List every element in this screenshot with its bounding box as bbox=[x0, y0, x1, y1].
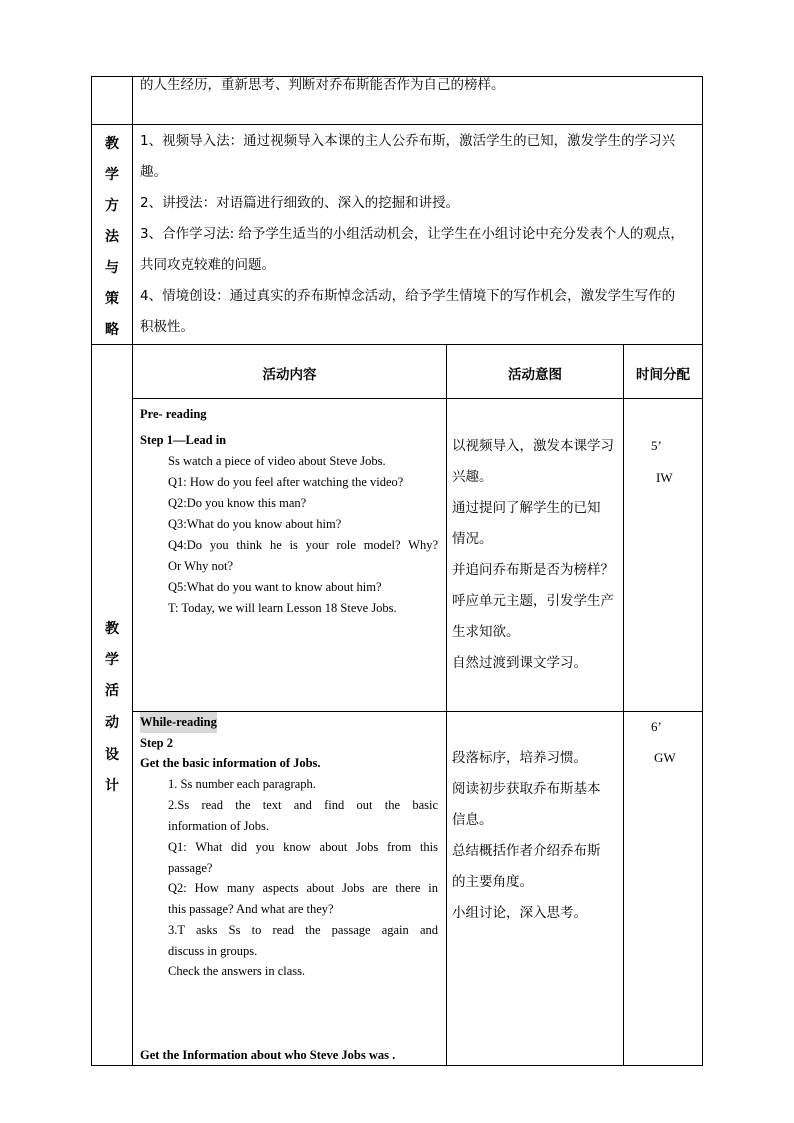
methods-label-char: 策 bbox=[105, 291, 119, 307]
intent-line: 情况。 bbox=[452, 531, 493, 547]
work-mode: GW bbox=[654, 750, 676, 765]
row-divider-activity bbox=[91, 344, 703, 345]
methods-line: 2、讲授法：对语篇进行细致的、深入的挖掘和讲授。 bbox=[140, 195, 460, 211]
intent-line: 小组讨论，深入思考。 bbox=[452, 905, 587, 921]
activity-line: 2.Ss read the text and find out the basic bbox=[168, 798, 438, 812]
step-title: Step 1—Lead in bbox=[140, 433, 227, 447]
methods-label-char: 略 bbox=[105, 322, 119, 338]
activity-line: Q2:Do you know this man? bbox=[168, 496, 307, 510]
intent-line: 兴趣。 bbox=[452, 469, 493, 485]
intent-line: 呼应单元主题，引发学生产 bbox=[452, 593, 614, 609]
time-value: 5’ bbox=[651, 438, 662, 453]
table-right-border bbox=[702, 76, 703, 1066]
intent-line: 信息。 bbox=[452, 812, 493, 828]
activity-label-char: 设 bbox=[105, 747, 119, 763]
methods-line: 4、情境创设：通过真实的乔布斯悼念活动，给予学生情境下的写作机会，激发学生写作的 bbox=[140, 288, 676, 304]
activity-line: Q2: How many aspects about Jobs are there in bbox=[168, 881, 438, 895]
work-mode: IW bbox=[656, 470, 673, 485]
header-activity-content: 活动内容 bbox=[262, 367, 317, 383]
label-column-divider bbox=[132, 76, 133, 1066]
activity-line: Q5:What do you want to know about him? bbox=[168, 580, 382, 594]
section-title-while-reading: While-reading bbox=[140, 712, 217, 733]
activity-line: Or Why not? bbox=[168, 559, 234, 573]
step-subtitle: Get the basic information of Jobs. bbox=[140, 756, 321, 770]
intent-line: 总结概括作者介绍乔布斯 bbox=[452, 843, 601, 859]
intent-line: 并追问乔布斯是否为榜样？ bbox=[452, 562, 614, 578]
activity-label-char: 计 bbox=[105, 778, 119, 794]
intent-line: 段落标序，培养习惯。 bbox=[452, 750, 587, 766]
activity-line: this passage? And what are they? bbox=[168, 902, 334, 916]
methods-line: 3、合作学习法: 给予学生适当的小组活动机会，让学生在小组讨论中充分发表个人的观点， bbox=[140, 226, 684, 242]
row1-divider bbox=[132, 711, 703, 712]
activity-line: Q4:Do you think he is your role model? Why? bbox=[168, 538, 438, 552]
intent-line: 的主要角度。 bbox=[452, 874, 533, 890]
activity-line: Q3:What do you know about him? bbox=[168, 517, 342, 531]
activity-line: Q1: How do you feel after watching the video? bbox=[168, 475, 404, 489]
intent-line: 阅读初步获取乔布斯基本 bbox=[452, 781, 601, 797]
activity-label-char: 动 bbox=[105, 715, 119, 731]
methods-label-char: 与 bbox=[105, 260, 119, 276]
intent-line: 通过提问了解学生的已知 bbox=[452, 500, 601, 516]
methods-label-char: 学 bbox=[105, 167, 119, 183]
activity-label-char: 教 bbox=[105, 621, 119, 637]
activity-line: Q1: What did you know about Jobs from this bbox=[168, 840, 438, 854]
methods-label-char: 方 bbox=[105, 198, 119, 214]
time-value: 6’ bbox=[651, 719, 662, 734]
intent-line: 自然过渡到课文学习。 bbox=[452, 655, 587, 671]
activity-line: Check the answers in class. bbox=[168, 964, 306, 978]
activity-label-char: 活 bbox=[105, 683, 119, 699]
intent-line: 以视频导入，激发本课学习 bbox=[452, 438, 614, 454]
section-title-pre-reading: Pre- reading bbox=[140, 407, 207, 421]
activity-line: passage? bbox=[168, 861, 213, 875]
header-time-allocation: 时间分配 bbox=[636, 367, 690, 383]
methods-label-char: 法 bbox=[105, 229, 119, 245]
activity-label-char: 学 bbox=[105, 652, 119, 668]
activity-line: information of Jobs. bbox=[168, 819, 270, 833]
activity-line: 1. Ss number each paragraph. bbox=[168, 777, 316, 791]
intent-line: 生求知欲。 bbox=[452, 624, 520, 640]
step-title: Step 2 bbox=[140, 736, 173, 750]
methods-line: 1、视频导入法：通过视频导入本课的主人公乔布斯，激活学生的已知，激发学生的学习兴 bbox=[140, 133, 676, 149]
intent-time-divider bbox=[623, 344, 624, 1066]
methods-line: 积极性。 bbox=[140, 319, 194, 335]
row-divider-methods bbox=[91, 124, 703, 125]
activity-line: T: Today, we will learn Lesson 18 Steve Jobs. bbox=[168, 601, 397, 615]
row-footer-title: Get the Information about who Steve Jobs was . bbox=[140, 1048, 396, 1062]
header-activity-intent: 活动意图 bbox=[508, 367, 562, 383]
methods-line: 共同攻克较难的问题。 bbox=[140, 257, 275, 273]
activity-line: discuss in groups. bbox=[168, 944, 258, 958]
top-row-text: 的人生经历，重新思考、判断对乔布斯能否作为自己的榜样。 bbox=[140, 77, 505, 93]
methods-label-char: 教 bbox=[105, 136, 119, 152]
table-left-border bbox=[91, 76, 92, 1066]
content-intent-divider bbox=[446, 344, 447, 1066]
activity-line: Ss watch a piece of video about Steve Jobs. bbox=[168, 454, 386, 468]
header-divider bbox=[132, 398, 703, 399]
methods-line: 趣。 bbox=[140, 164, 167, 180]
activity-line: 3.T asks Ss to read the passage again and bbox=[168, 923, 438, 937]
